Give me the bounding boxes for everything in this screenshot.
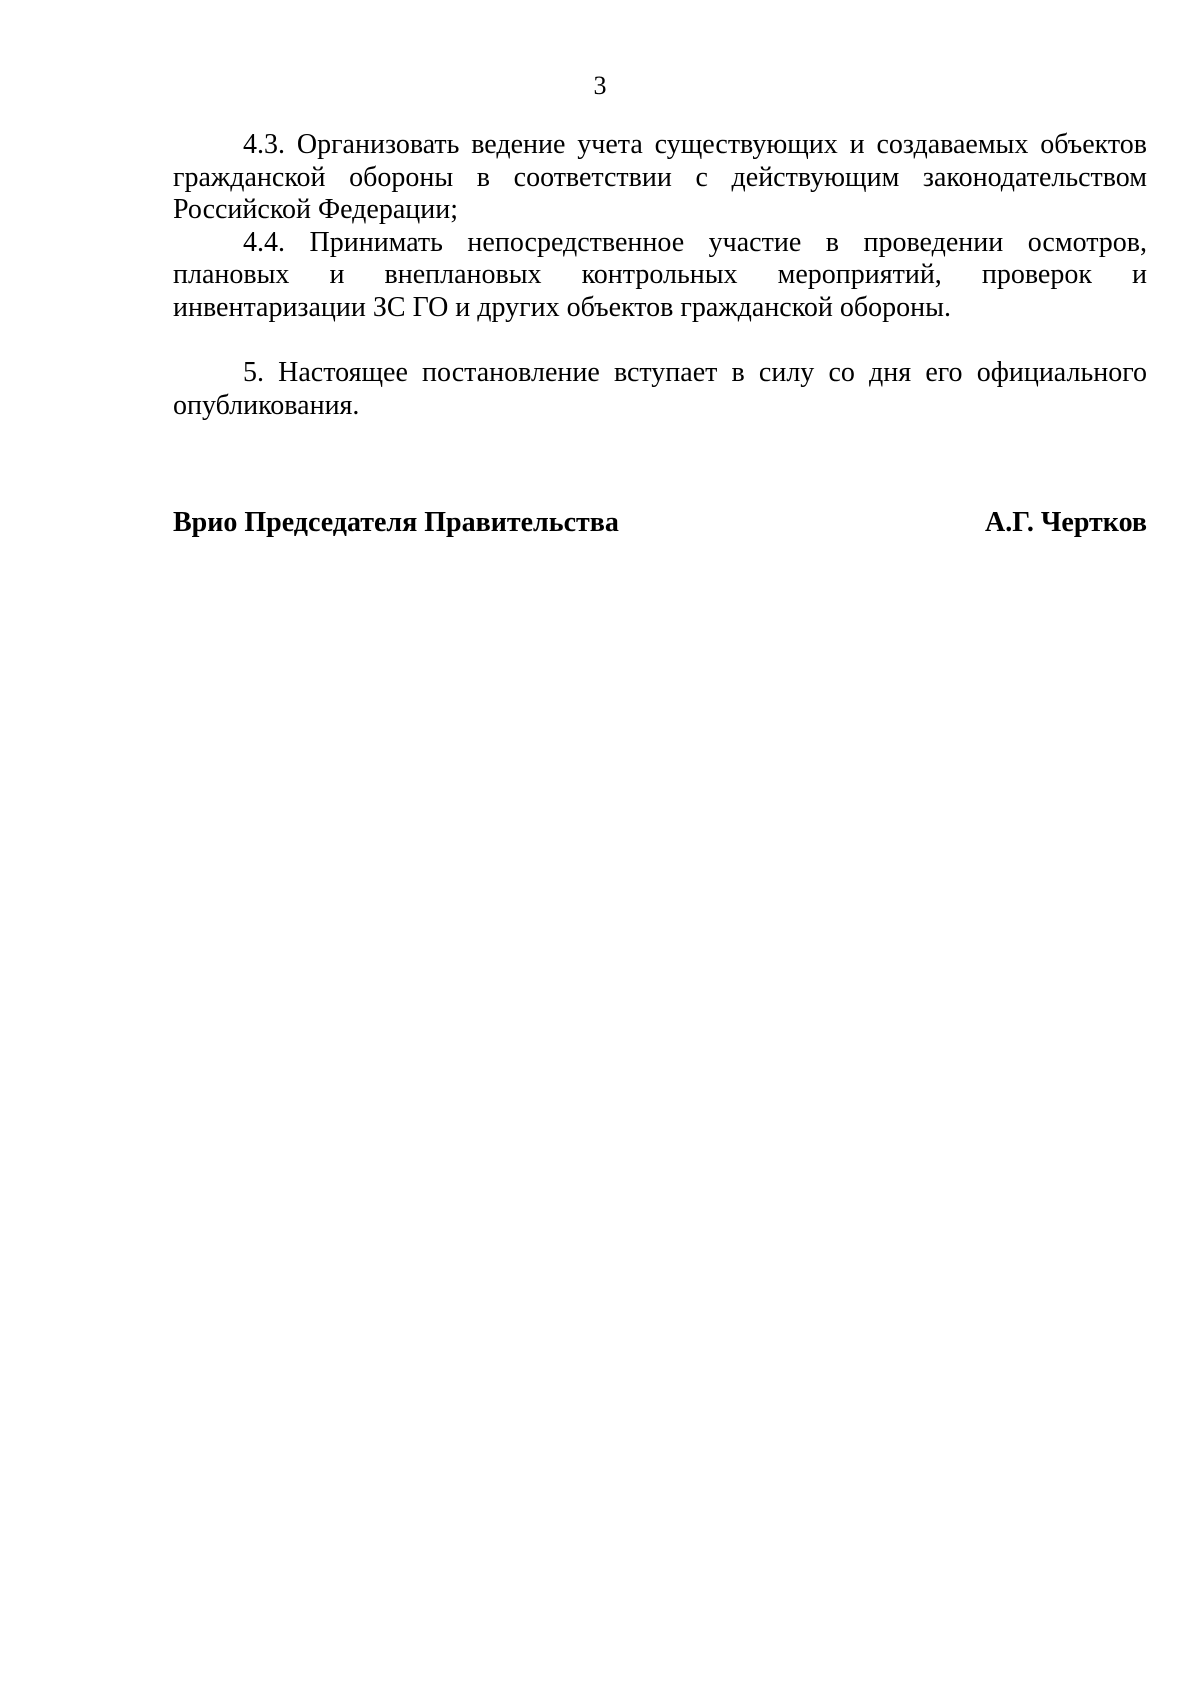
paragraph-spacer [173,324,1147,357]
paragraph-4-4: 4.4. Принимать непосредственное участие в проведении осмотров, плановых и внеплановых контрольных мероприятий, проверок и инвентаризации ЗС ГО и других объектов гражданской обороны. [173,226,1147,323]
signatory-position: Врио Председателя Правительства [173,507,619,538]
signature-block [173,506,1147,540]
paragraph-5: 5. Настоящее постановление вступает в силу со дня его официального опубликования. [173,357,1147,421]
page-number: 3 [593,71,607,100]
document-body [173,129,1147,422]
paragraph-4-3: 4.3. Организовать ведение учета существующих и создаваемых объектов гражданской обороны в соответствии с действующим законодательством Российской Федерации; [173,129,1147,225]
signatory-name: А.Г. Чертков [985,507,1147,538]
